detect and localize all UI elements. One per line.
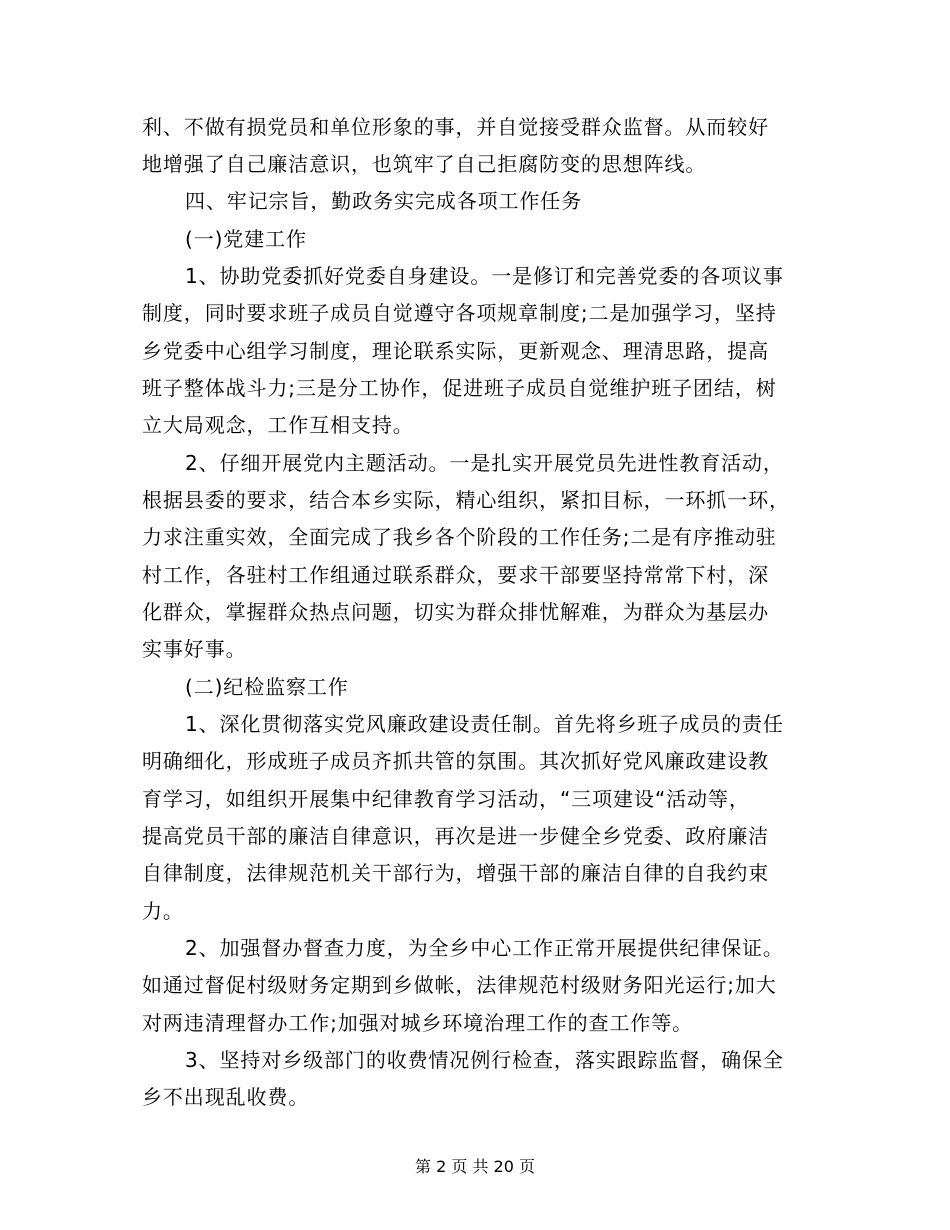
body-line: 乡党委中心组学习制度，理论联系实际，更新观念、理清思路，提高	[142, 339, 769, 363]
body-line: 力求注重实效，全面完成了我乡各个阶段的工作任务;二是有序推动驻	[142, 525, 777, 549]
body-line: 制度，同时要求班子成员自觉遵守各项规章制度;二是加强学习，坚持	[142, 301, 777, 325]
body-line: 如通过督促村级财务定期到乡做帐，法律规范村级财务阳光运行;加大	[142, 973, 777, 997]
section-heading: 四、牢记宗旨，勤政务实完成各项工作任务	[185, 189, 583, 213]
subsection-heading: (二)纪检监察工作	[185, 675, 349, 699]
body-line: 立大局观念，工作互相支持。	[142, 413, 414, 437]
body-line: 1、深化贯彻落实党风廉政建设责任制。首先将乡班子成员的责任	[185, 712, 784, 736]
body-line: 班子整体战斗力;三是分工协作，促进班子成员自觉维护班子团结，树	[142, 376, 777, 400]
body-line: 1、协助党委抓好党委自身建设。一是修订和完善党委的各项议事	[185, 264, 784, 288]
body-line: 地增强了自己廉洁意识，也筑牢了自己拒腐防变的思想阵线。	[142, 152, 707, 176]
body-line: 2、加强督办督查力度，为全乡中心工作正常开展提供纪律保证。	[185, 936, 784, 960]
body-line: 利、不做有损党员和单位形象的事，并自觉接受群众监督。从而较好	[142, 115, 769, 139]
body-line: 提高党员干部的廉洁自律意识，再次是进一步健全乡党委、政府廉洁	[142, 824, 769, 848]
body-line: 乡不出现乱收费。	[142, 1085, 310, 1109]
body-line: 实事好事。	[142, 637, 247, 661]
subsection-heading: (一)党建工作	[185, 227, 307, 251]
body-line: 育学习，如组织开展集中纪律教育学习活动，“三项建设“活动等，	[142, 787, 750, 811]
body-line: 自律制度，法律规范机关干部行为，增强干部的廉洁自律的自我约束	[142, 861, 769, 885]
body-line: 2、仔细开展党内主题活动。一是扎实开展党员先进性教育活动，	[185, 451, 784, 475]
body-line: 根据县委的要求，结合本乡实际，精心组织，紧扣目标，一环抓一环，	[142, 488, 790, 512]
body-line: 化群众，掌握群众热点问题，切实为群众排忧解难，为群众为基层办	[142, 600, 769, 624]
body-line: 3、坚持对乡级部门的收费情况例行检查，落实跟踪监督，确保全	[185, 1048, 784, 1072]
body-line: 明确细化，形成班子成员齐抓共管的氛围。其次抓好党风廉政建设教	[142, 749, 769, 773]
page-number-footer: 第 2 页 共 20 页	[415, 1157, 535, 1176]
body-line: 力。	[142, 899, 184, 923]
body-line: 对两违清理督办工作;加强对城乡环境治理工作的查工作等。	[142, 1011, 694, 1035]
body-line: 村工作，各驻村工作组通过联系群众，要求干部要坚持常常下村，深	[142, 563, 769, 587]
